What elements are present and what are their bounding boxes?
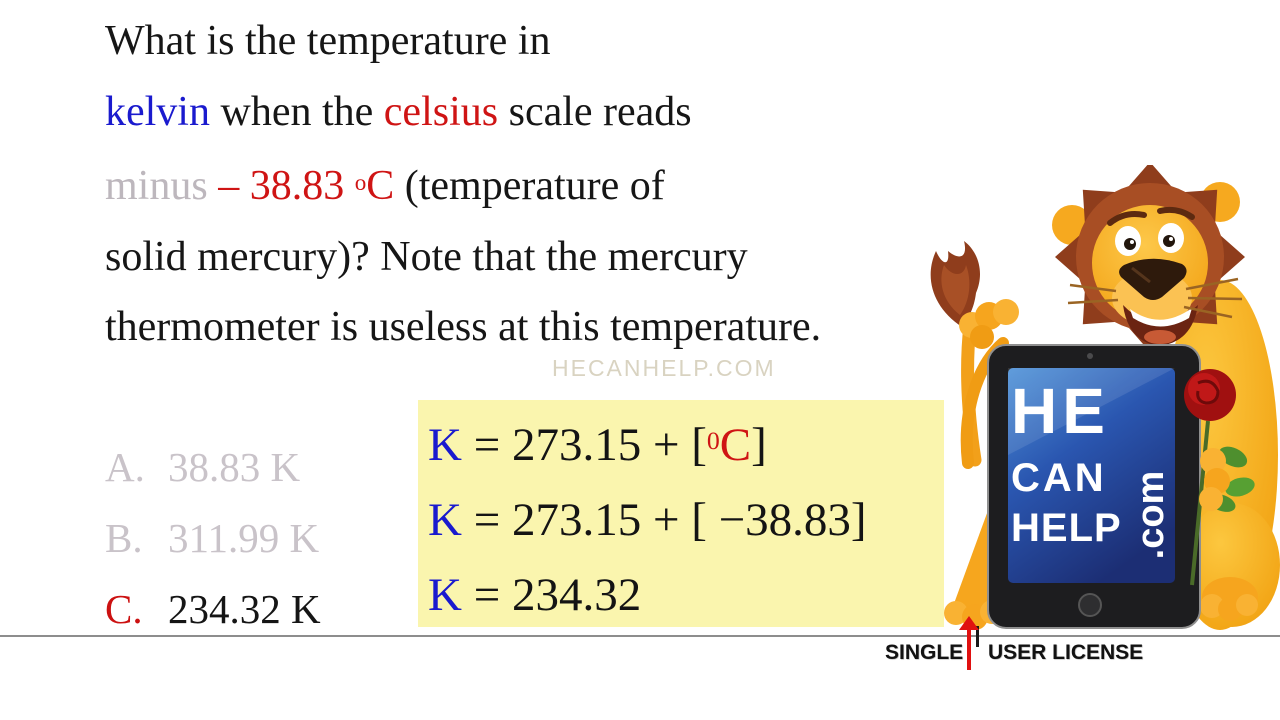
equation-2-k: K — [428, 494, 462, 546]
choice-b — [105, 503, 321, 574]
question-line-1-text: What is the temperature in — [105, 18, 551, 64]
equation-1-k: K — [428, 419, 462, 471]
celsius-value: – 38.83 — [207, 163, 355, 209]
equation-1-mid: = 273.15 + [ — [461, 419, 707, 471]
license-words-user-license: USER LICENSE — [988, 641, 1144, 664]
equation-1 — [428, 403, 944, 483]
equation-2-rest: = 273.15 + [ −38.83] — [461, 494, 867, 546]
question-line-1 — [105, 6, 975, 77]
question-line-2-mid: when the — [209, 88, 384, 135]
equation-1-degree: 0 — [706, 426, 720, 455]
equation-2 — [428, 483, 944, 558]
choice-a-value: 38.83 K — [168, 444, 301, 490]
watermark: HECANHELP.COM — [552, 355, 776, 381]
minus-word: minus — [105, 163, 208, 209]
celsius-unit: C — [366, 163, 395, 209]
choice-a — [105, 432, 321, 503]
choice-c-value: 234.32 K — [168, 586, 321, 632]
equation-3 — [428, 558, 944, 633]
tablet-text-he: HE — [1011, 375, 1110, 447]
tablet-text-com: .com — [1130, 470, 1172, 560]
red-arrow-icon — [967, 629, 971, 670]
tablet-camera-icon — [1087, 353, 1093, 359]
choice-b-value: 311.99 K — [168, 515, 320, 561]
celsius-word: celsius — [383, 88, 499, 135]
equation-1-close: ] — [751, 419, 767, 471]
question-line-2 — [105, 77, 975, 148]
kelvin-word: kelvin — [105, 88, 210, 135]
question-line-2-end: scale reads — [498, 88, 692, 135]
tablet-text-help: HELP — [1011, 506, 1122, 550]
equation-3-k: K — [428, 569, 462, 621]
equation-3-rest: = 234.32 — [461, 569, 642, 621]
tablet-home-button — [1079, 594, 1101, 616]
choice-b-label: B. — [105, 515, 143, 561]
equation-1-unit: C — [719, 419, 752, 471]
choice-a-label: A. — [105, 444, 145, 490]
question-line-3 — [105, 147, 975, 222]
question-line-5-text: thermometer is useless at this temperature. — [105, 304, 822, 350]
lion-head — [1052, 165, 1245, 352]
question-line-4-text: solid mercury)? Note that the mercury — [105, 233, 748, 280]
question-text — [105, 6, 975, 363]
tablet-text-can: CAN — [1011, 456, 1107, 500]
question-line-3-end: (temperature of — [394, 163, 665, 209]
question-line-5 — [105, 292, 975, 363]
question-line-4 — [105, 222, 975, 293]
degree-superscript: o — [354, 169, 367, 195]
choice-c-label: C. — [105, 586, 143, 632]
red-arrow-head-icon — [959, 616, 979, 630]
answer-choices — [105, 432, 321, 645]
license-word-single: SINGLE — [885, 641, 964, 664]
solution-box — [418, 400, 944, 627]
footer-divider — [0, 635, 1280, 637]
